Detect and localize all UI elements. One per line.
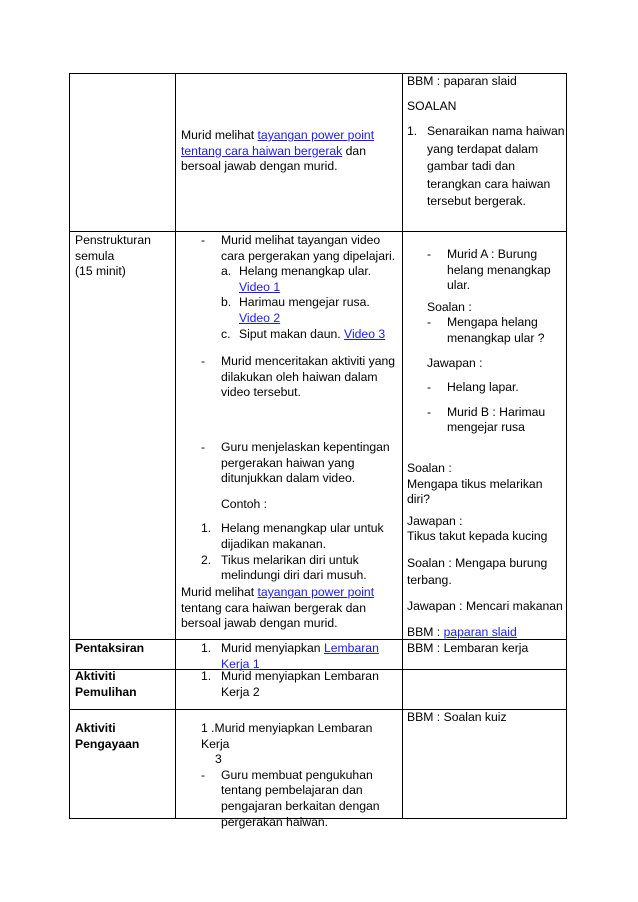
column-divider (175, 73, 176, 819)
list-item: a. Helang menangkap ular. Video 1 (221, 264, 372, 294)
list-item: - Guru menjelaskan kepentingan pergerakan haiwan yang ditunjukkan dalam video. (201, 439, 390, 486)
row4-activity-cell (181, 669, 396, 700)
paparan-slaid-link[interactable]: paparan slaid (443, 624, 517, 639)
list-item: - Murid melihat tayangan video cara pergerakan yang dipelajari. (201, 233, 396, 263)
list-item: - Murid A : Burung helang menangkap ular. (427, 247, 551, 293)
question-item: 1. Senaraikan nama haiwan yang terdapat dalam gambar tadi dan terangkan cara haiwan tersebut bergerak. (407, 124, 565, 209)
video-3-link[interactable]: Video 3 (344, 326, 386, 341)
list-item: b. Harimau mengejar rusa. Video 2 (221, 295, 370, 325)
row2-phase-label: Penstrukturan semula (15 minit) (75, 233, 151, 279)
list-item: 2. Tikus melarikan diri untuk melindungi diri dari musuh. (201, 552, 367, 583)
pemulihan-label: Aktiviti Pemulihan (75, 669, 137, 699)
list-item: - Mengapa helang menangkap ular ? (427, 315, 545, 345)
row1-activity-text: Murid melihat tayangan power point tentang cara haiwan bergerak dan bersoal jawab dengan murid. (181, 128, 375, 174)
power-point-link-2[interactable]: tayangan power point (257, 585, 375, 599)
column-divider (402, 73, 403, 819)
power-point-link[interactable]: tayangan power point tentang cara haiwan bergerak (181, 128, 375, 158)
soalan-heading: SOALAN (407, 98, 457, 113)
row2-bbm-cell: - Murid A : Burung helang menangkap ular. Soalan : - Mengapa helang menangkap ular ? Jawapan : - Helang lapar. - Murid B : Harimau mengejar rusa (407, 247, 563, 436)
row2-closing-text: Murid melihat tayangan power point tentang cara haiwan bergerak dan bersoal jawab dengan murid. (181, 585, 375, 631)
column-divider (566, 73, 567, 819)
row2-qa-block: Soalan : Mengapa tikus melarikan diri? Jawapan : Tikus takut kepada kucing Soalan : Mengapa burung terbang. Jawapan : Mencari makanan BBM : paparan slaid (407, 461, 563, 639)
bbm-label: BBM : paparan slaid (407, 74, 517, 88)
video-1-link[interactable]: Video 1 (239, 279, 281, 294)
row5-bbm: BBM : Soalan kuiz (407, 710, 507, 724)
row1-bbm-cell (407, 74, 565, 211)
row2-activity-cell (181, 233, 396, 584)
lembaran-kerja-1-link[interactable]: Lembaran Kerja 1 (221, 641, 379, 671)
row-divider (69, 231, 567, 232)
list-item: c. Siput makan daun. Video 3 (221, 326, 386, 341)
video-2-link[interactable]: Video 2 (239, 310, 281, 325)
list-item: - Guru membuat pengukuhan tentang pembelajaran dan pengajaran berkaitan dengan pergerakan haiwan. (201, 767, 380, 829)
list-item: 1. Murid menyiapkan Lembaran Kerja 2 (201, 669, 379, 699)
list-item: - Helang lapar. (427, 380, 519, 395)
list-item: - Murid B : Harimau mengejar rusa (427, 404, 546, 435)
row5-activity-cell: 1 .Murid menyiapkan Lembaran Kerja 3 - Guru membuat pengukuhan tentang pembelajaran dan pengajaran berkaitan dengan pergerakan haiwan. (201, 721, 380, 829)
column-divider (69, 73, 70, 819)
pengayaan-label: Aktiviti Pengayaan (75, 721, 140, 751)
list-item: 1. Helang menangkap ular untuk dijadikan makanan. (201, 521, 384, 551)
row3-activity-cell (181, 641, 396, 672)
list-item: 1. Murid menyiapkan Lembaran Kerja 1 (201, 641, 379, 671)
pentaksiran-label: Pentaksiran (75, 641, 145, 655)
list-item: - Murid menceritakan aktiviti yang dilakukan oleh haiwan dalam video tersebut. (201, 354, 396, 400)
contoh-label: Contoh : (221, 496, 268, 511)
row3-bbm: BBM : Lembaran kerja (407, 641, 529, 655)
